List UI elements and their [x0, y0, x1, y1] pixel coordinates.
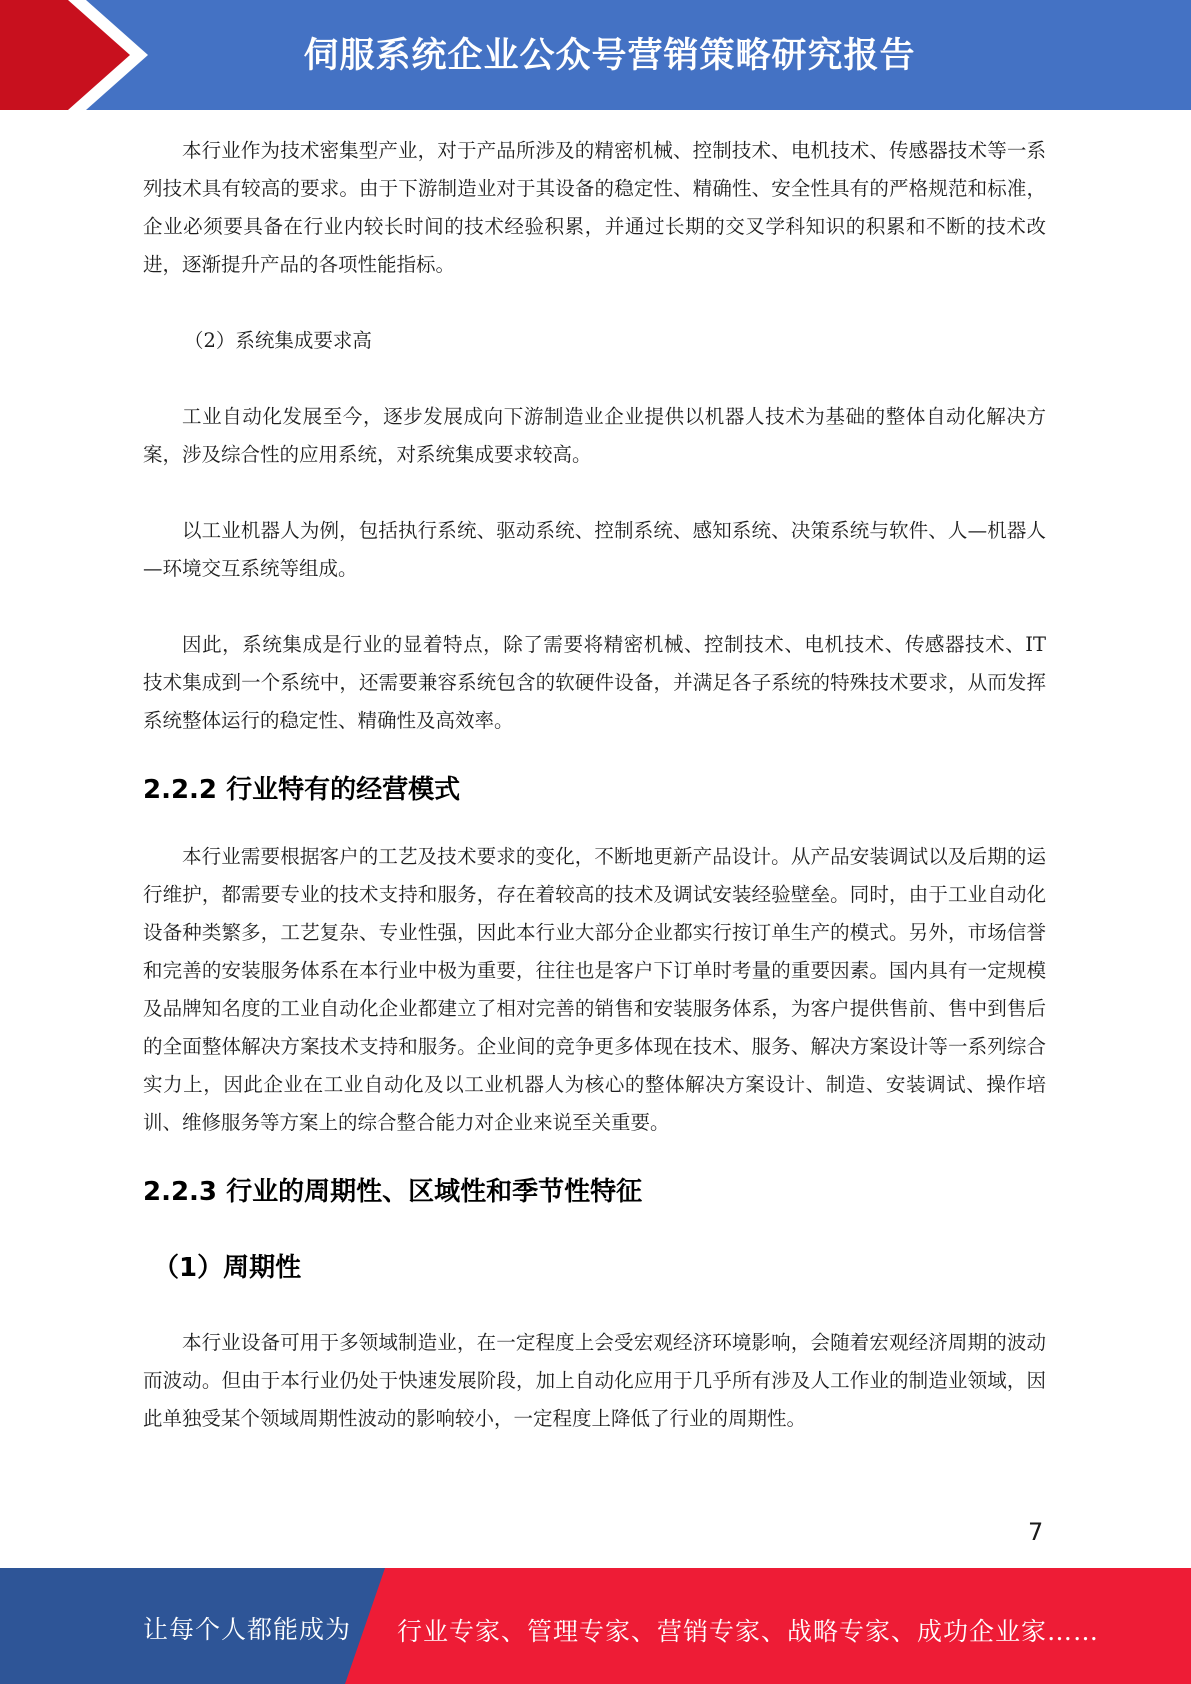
footer-slogan-right: 行业专家、管理专家、营销专家、战略专家、成功企业家…… — [397, 1617, 1100, 1646]
paragraph-business-model: 本行业需要根据客户的工艺及技术要求的变化，不断地更新产品设计。从产品安装调试以及后期的运行维护，都需要专业的技术支持和服务，存在着较高的技术及调试安装经验壁垒。同时，由于工业自动化设备种类繁多，工艺复杂、专业性强，因此本行业大部分企业都实行按订单生产的模式。另外，市场信誉和完善的安装服务体系在本行业中极为重要，往往也是客户下订单时考量的重要因素。国内具有一定规模及品牌知名度的工业自动化企业都建立了相对完善的销售和安装服务体系，为客户提供售前、售中到售后的全面整体解决方案技术支持和服务。企业间的竞争更多体现在技术、服务、解决方案设计等一系列综合实力上，因此企业在工业自动化及以工业机器人为核心的整体解决方案设计、制造、安装调试、操作培训、维修服务等方案上的综合整合能力对企业来说至关重要。 — [143, 845, 1046, 1134]
paragraph-tech-intensive: 本行业作为技术密集型产业，对于产品所涉及的精密机械、控制技术、电机技术、传感器技术等一系列技术具有较高的要求。由于下游制造业对于其设备的稳定性、精确性、安全性具有的严格规范和标准，企业必须要具备在行业内较长时间的技术经验积累，并通过长期的交叉学科知识的积累和不断的技术改进，逐渐提升产品的各项性能指标。 — [143, 139, 1046, 276]
paragraph-system-integration-feature: 因此，系统集成是行业的显着特点，除了需要将精密机械、控制技术、电机技术、传感器技术、IT 技术集成到一个系统中，还需要兼容系统包含的软硬件设备，并满足各子系统的特殊技术要求，从而发挥系统整体运行的稳定性、精确性及高效率。 — [143, 633, 1046, 732]
footer-slogan-left: 让每个人都能成为 — [143, 1615, 352, 1644]
main-content — [143, 132, 1046, 1438]
paragraph-industrial-robot-example: 以工业机器人为例，包括执行系统、驱动系统、控制系统、感知系统、决策系统与软件、人—机器人—环境交互系统等组成。 — [143, 519, 1046, 580]
paragraph-automation-development: 工业自动化发展至今，逐步发展成向下游制造业企业提供以机器人技术为基础的整体自动化解决方案，涉及综合性的应用系统，对系统集成要求较高。 — [143, 405, 1046, 466]
subsection-heading-periodic: （1）周期性 — [153, 1253, 302, 1283]
page-header — [0, 0, 1191, 110]
paragraph-periodicity: 本行业设备可用于多领域制造业，在一定程度上会受宏观经济环境影响，会随着宏观经济周期的波动而波动。但由于本行业仍处于快速发展阶段，加上自动化应用于几乎所有涉及人工作业的制造业领域，因此单独受某个领域周期性波动的影响较小，一定程度上降低了行业的周期性。 — [143, 1331, 1046, 1430]
subheading-system-integration: （2）系统集成要求高 — [184, 329, 372, 352]
page-number: 7 — [1028, 1518, 1044, 1546]
section-heading-2-2-2: 2.2.2 行业特有的经营模式 — [143, 775, 461, 805]
document-title: 伺服系统企业公众号营销策略研究报告 — [303, 36, 916, 76]
page-footer — [0, 1568, 1191, 1684]
section-heading-2-2-3: 2.2.3 行业的周期性、区域性和季节性特征 — [143, 1177, 643, 1207]
